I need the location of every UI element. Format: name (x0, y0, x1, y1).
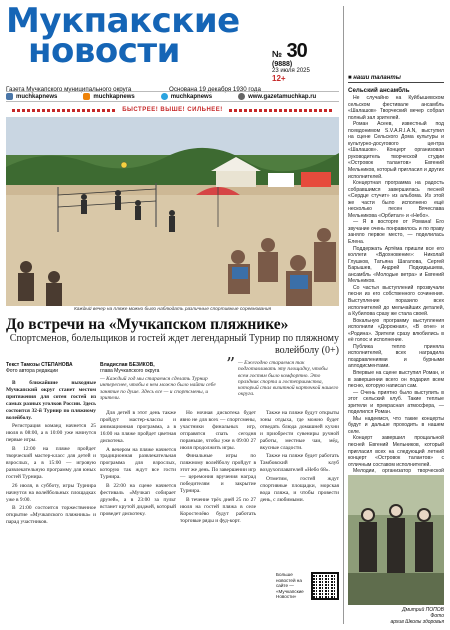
article-column-4 (260, 410, 339, 506)
web-icon (238, 93, 245, 100)
quote-text-left: — Каждый год мы стараемся сделать Турнир интереснее, чтобы в нем можно было найти себе занятие по душе. Здесь все — и спортсмены, и зрители. (100, 376, 216, 401)
sidebar-paragraph: Концерт завершил прощальной песней Евгений Мельников, который пригласил всех на следующий летний концерт «Островок талантов» с отличным составом исполнителей. (348, 435, 444, 468)
sidebar-paragraph: Вокальную программу выступления исполнили «Дорожная», «В огне» и «Родина». Зрители сразу влюбились в её голос и исполнение. (348, 317, 444, 344)
main-photo-beach-volleyball (6, 117, 339, 306)
social-link-ok[interactable] (83, 93, 134, 100)
title-line-2: новости (28, 31, 180, 71)
issue-label: № (272, 49, 283, 59)
article-paragraph: В 21:00 состоится торжественное открытие «Мучкапского пляжника» и парад участников. (6, 505, 96, 526)
photo-caption: Каждый вечер на пляже можно было наблюдать различные спортивные соревнования (73, 307, 272, 312)
article-paragraph: Для детей в этот день также пройдут мастер-классы и анимационная программа, а в 16:00 на пляже пройдет цветная дискотека. (100, 410, 176, 444)
social-label: muchkapnews (170, 93, 213, 100)
article-headline: До встречи на «Мучкапском пляжнике» (6, 316, 289, 333)
article-paragraph: Регистрация команд начнется 25 июля в 08:00, а в 10:00 уже начнутся первые игры. (6, 423, 96, 444)
masthead (6, 1, 336, 93)
article-paragraph: Отметим, гостей ждут спортивные площадки, морская вода пляжа, и чтобы провести день, с любимыми. (260, 476, 339, 503)
newspaper-tagline: Газета Мучкапского муниципального округа (6, 86, 132, 93)
quote-text-right: — Ежегодно стараемся так подготавливать эту площадку, чтобы всем гостям было комфортно. Это праздник спорта и гостеприимства, который стал визитной карточкой нашего округа. (238, 360, 339, 398)
sidebar-paragraph: Со частья выступлений прозвучали песни из его собственного сочинения. Выступление поразило всех исполнителей до мельчайших деталей, а Кубилова сразу же стала своей. (348, 284, 444, 318)
column-divider (343, 6, 344, 624)
article-paragraph: А вечером на пляже начнется традиционная развлекательная программа для взрослых, которую так ждут все гости Турнира. (100, 446, 176, 481)
issue-info (272, 40, 310, 83)
signature-role: архив Школы здоровья (390, 619, 444, 625)
social-label: muchkapnews (16, 93, 58, 100)
quote-box (100, 354, 339, 408)
sidebar-paragraph: — Очень приятно было выступить в этот сельский клуб. Такие теплые зрители и прекрасная атмосфера, — поделился Роман. (348, 389, 444, 416)
newspaper-title (6, 1, 240, 71)
signature-name: Дмитрий ПОПОВ (402, 607, 444, 613)
vk-icon (6, 93, 13, 100)
quote-author-role: глава Мучкапского округа (100, 368, 160, 374)
issue-total: (9888) (272, 61, 293, 68)
ok-icon (83, 93, 90, 100)
sidebar-paragraph: — Я в восторге от Романа! Его звучание очень понравилось и по праву заняло первое место, — поделилась Елена. (348, 219, 444, 246)
article-subheadline: Спортсменов, болельщиков и гостей ждет легендарный Турнир по пляжному волейболу (0+) (9, 333, 339, 356)
article-paragraph: Также на пляже будет работать Тамбовский клуб воздухоплавателей «Небо 68». (260, 453, 339, 474)
beach-scene-illustration (6, 117, 339, 306)
signature-role: Фото (430, 613, 444, 619)
quote-author (100, 362, 180, 374)
article-paragraph: Но ночная дискотека будет явно не для всех — спортсмены, участники финальных игр, отправятся спать сегодня пораньше, чтобы уже в 09:00 27 июля продолжить игры. (180, 410, 256, 451)
social-label: www.gazetamuchkap.ru (248, 93, 317, 100)
byline-role: Фото автора редакции (6, 368, 58, 374)
age-rating-badge: 12+ (272, 74, 286, 83)
title-line-1: Мукпакские (6, 1, 240, 41)
social-label: muchkapnews (93, 93, 135, 100)
social-links-bar (6, 91, 339, 102)
qr-code-block[interactable] (276, 568, 339, 618)
quote-author-name: Владислав БЕЗИКОВ, (100, 362, 155, 368)
sidebar-paragraph: Поддержать Артёма пришли все его коллеги «Вдохновение»: Николай Глушков, Татьяна Шагалова, Сергей Барышев, Андрей Подкидышева, ансамбль «Молодые ветра» и Евгений Мельников. (348, 245, 444, 285)
sidebar-paragraph: Публика тепло приняла исполнителей, всех наградила поздравлениями и бурными аплодисментами. (348, 343, 444, 370)
sidebar-paragraph: Мелодии, организатор творческой (353, 468, 444, 475)
article-column-3 (180, 410, 256, 527)
article-paragraph: В 22:00 на сцене начнется фестиваль «Мучкап собирает друзей», а в 23:00 за пульт встанет крутой диджей, который проведет дискотеку. (100, 483, 176, 517)
byline-name: Текст Тамозы СТЕПАНОВА (6, 362, 73, 368)
article-paragraph: 26 июля, в субботу, игры Турнира начнутся на волейбольных площадках уже в 9:00. (6, 482, 96, 503)
sidebar-paragraph: Концертная программа на радость собравшимся завершилась песней «Сердце стучит» из альбома. Из этой же части было исполнено ещё несколько песен Вячеслава Мельникова «Орбитал» и «Небо». (348, 180, 444, 219)
qr-caption: Больше новостей на сайте — «Мучкапские Новости» (276, 572, 304, 600)
social-link-telegram[interactable] (161, 93, 212, 100)
sidebar-paragraph: Роман Асеев, известный под псевдонимом S.V.A.R.I.A.N, выступил на сцене Сельского Дома культуры и культурно-досугового центра «Шалашов». Концерт организовал руководитель творческой студии «Островок талантов» Евгений Мельников, который пригласил и других исполнителей. (348, 121, 444, 180)
rubric-label: наши таланты (353, 75, 401, 81)
article-paragraph: В течение трёх дней 25 по 27 июля на гостей пляжа в селе Коростелёво будут работать торговые ряды и фуд-корт. (180, 496, 256, 524)
article-lead: В ближайшие выходные Мучкапский округ станет местом притяжения для сотен гостей из самых разных уголков России. Здесь состоится 32-й Турнир по пляжному волейболу. (6, 380, 96, 421)
telegram-icon (161, 93, 168, 100)
sidebar-paragraph: Впервые на сцене выступил Роман, и в завершении всего он подарил всем песню, которую написал сам. (348, 369, 444, 390)
issue-number: 30 (286, 40, 307, 62)
article-paragraph: Также на пляже будут открыты зоны отдыха, где можно будет отведать блюда домашней кухни и приобрести сувениры ручной работы, местные чаи, мёд, вкусные сладости. (260, 410, 339, 451)
sidebar-paragraph: Не случайно на Куйбышевском сельском фестивале ансамбль «Шалашов» Творческий вечер собрал полный зал зрителей. (348, 95, 444, 121)
article-paragraph: В 12:00 на пляже пройдет творческий мастер-класс для детей и взрослых, а в 15:00 — игровую развлекательную программу для юных гостей Турнира. (6, 446, 96, 480)
social-link-vk[interactable] (6, 93, 57, 100)
sidebar-article-title: Сельский ансамбль (348, 87, 410, 94)
social-link-website[interactable] (238, 93, 316, 100)
performers-illustration (348, 475, 444, 605)
qr-code-icon[interactable] (311, 572, 339, 600)
sidebar-signature (348, 607, 444, 625)
issue-date: 23 июля 2025 (272, 68, 310, 74)
article-paragraph: Финальные игры по пляжному волейболу пройдут в этот же день. По завершении игр — церемония вручения наград победителям и закрытие Турнира. (180, 453, 256, 494)
sidebar-photo-performers (348, 475, 444, 605)
quote-mark-icon: ” (226, 354, 236, 375)
article-column-1 (6, 380, 96, 528)
sidebar-paragraph: Мы надеемся, что такие концерты будут и дальше проходить в нашем селе. (348, 415, 444, 435)
article-column-2 (100, 410, 176, 520)
slogan-banner: БЫСТРЕЕ! ВЫШЕ! СИЛЬНЕЕ! (6, 105, 339, 115)
sidebar-rubric: ■ наши таланты (348, 75, 444, 83)
founded-date: Основана 19 декабря 1930 года (169, 86, 261, 93)
article-byline (6, 362, 96, 374)
sidebar-article-body (348, 95, 444, 488)
